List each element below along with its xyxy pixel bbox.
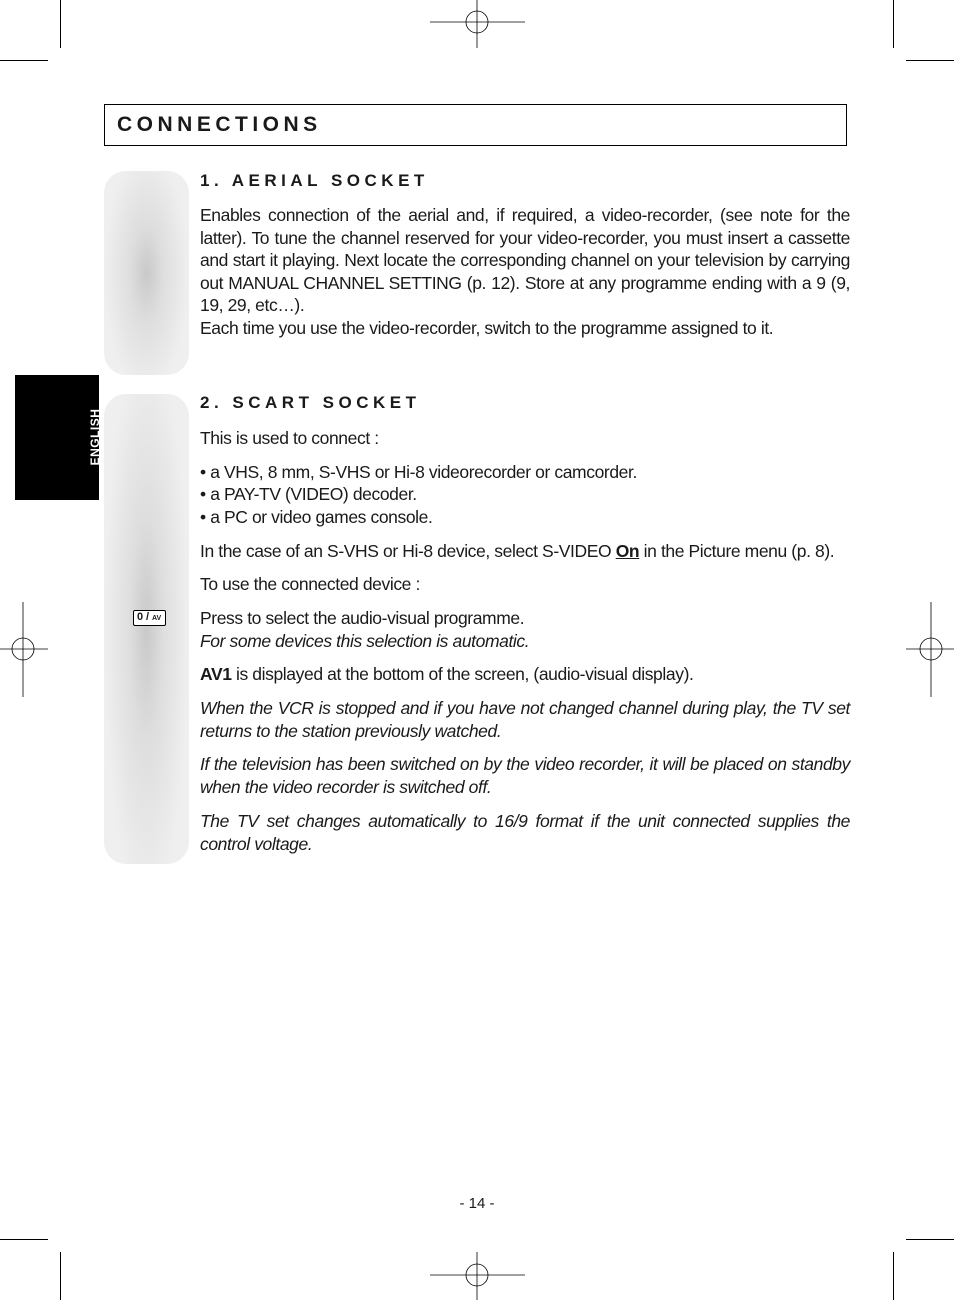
svideo-text-after: in the Picture menu (p. 8).	[639, 541, 835, 561]
page-number: - 14 -	[459, 1195, 495, 1212]
section1-side-bar	[104, 171, 189, 375]
section2-title: 2. SCART SOCKET	[200, 393, 421, 412]
automatic-note: For some devices this selection is automatic.	[200, 631, 530, 651]
note-standby: If the television has been switched on by the video recorder, it will be placed on standby when the video recorder is switched off.	[200, 754, 850, 797]
note-format: The TV set changes automatically to 16/9 format if the unit connected supplies the control voltage.	[200, 811, 850, 854]
section1-title: 1. AERIAL SOCKET	[200, 171, 429, 190]
bullet-item: • a PC or video games console.	[200, 507, 433, 527]
language-label: ENGLISH	[88, 408, 102, 466]
av-icon-label: AV	[152, 615, 162, 622]
av1-description: is displayed at the bottom of the screen, (audio-visual display).	[231, 664, 694, 684]
av-icon-slash: /	[146, 611, 150, 623]
av1-display-text	[200, 663, 850, 686]
bullet-item: • a PAY-TV (VIDEO) decoder.	[200, 484, 417, 504]
registration-mark-bottom	[430, 1252, 525, 1300]
svideo-on-label: On	[615, 541, 640, 561]
av-button-icon	[133, 610, 166, 626]
language-tab	[15, 375, 102, 500]
crop-mark	[893, 0, 894, 48]
press-select-text: Press to select the audio-visual programme.	[200, 608, 525, 628]
av1-label: AV1	[200, 664, 232, 684]
use-device-text: To use the connected device :	[200, 574, 420, 594]
crop-mark	[906, 60, 954, 61]
section2-intro: This is used to connect :	[200, 428, 379, 448]
crop-mark	[0, 60, 48, 61]
registration-mark-top	[430, 0, 525, 48]
av-icon-zero: 0	[137, 611, 144, 623]
bullet-item: • a VHS, 8 mm, S-VHS or Hi-8 videorecorder or camcorder.	[200, 462, 637, 482]
page-title-box	[104, 104, 847, 146]
crop-mark	[0, 1239, 48, 1240]
crop-mark	[60, 1252, 61, 1300]
crop-mark	[893, 1252, 894, 1300]
note-vcr: When the VCR is stopped and if you have not changed channel during play, the TV set returns to the station previously watched.	[200, 698, 850, 741]
registration-mark-right	[906, 602, 954, 697]
registration-mark-left	[0, 602, 48, 697]
svideo-instruction	[200, 540, 850, 563]
section1-body: Enables connection of the aerial and, if required, a video-recorder, (see note for the latter). To tune the channel reserved for your video-recorder, you must insert a cassette and start it playing. Next locate the corresponding channel on your television by carrying out MANUAL CHANNEL SETTING (p. 12). Store at any programme ending with a 9 (9, 19, 29, etc…).	[200, 205, 850, 315]
crop-mark	[60, 0, 61, 48]
section1-body2: Each time you use the video-recorder, switch to the programme assigned to it.	[200, 318, 774, 338]
page-title: CONNECTIONS	[117, 113, 322, 136]
crop-mark	[906, 1239, 954, 1240]
section2-side-bar	[104, 394, 189, 864]
svideo-text-before: In the case of an S-VHS or Hi-8 device, select S-VIDEO	[200, 541, 616, 561]
